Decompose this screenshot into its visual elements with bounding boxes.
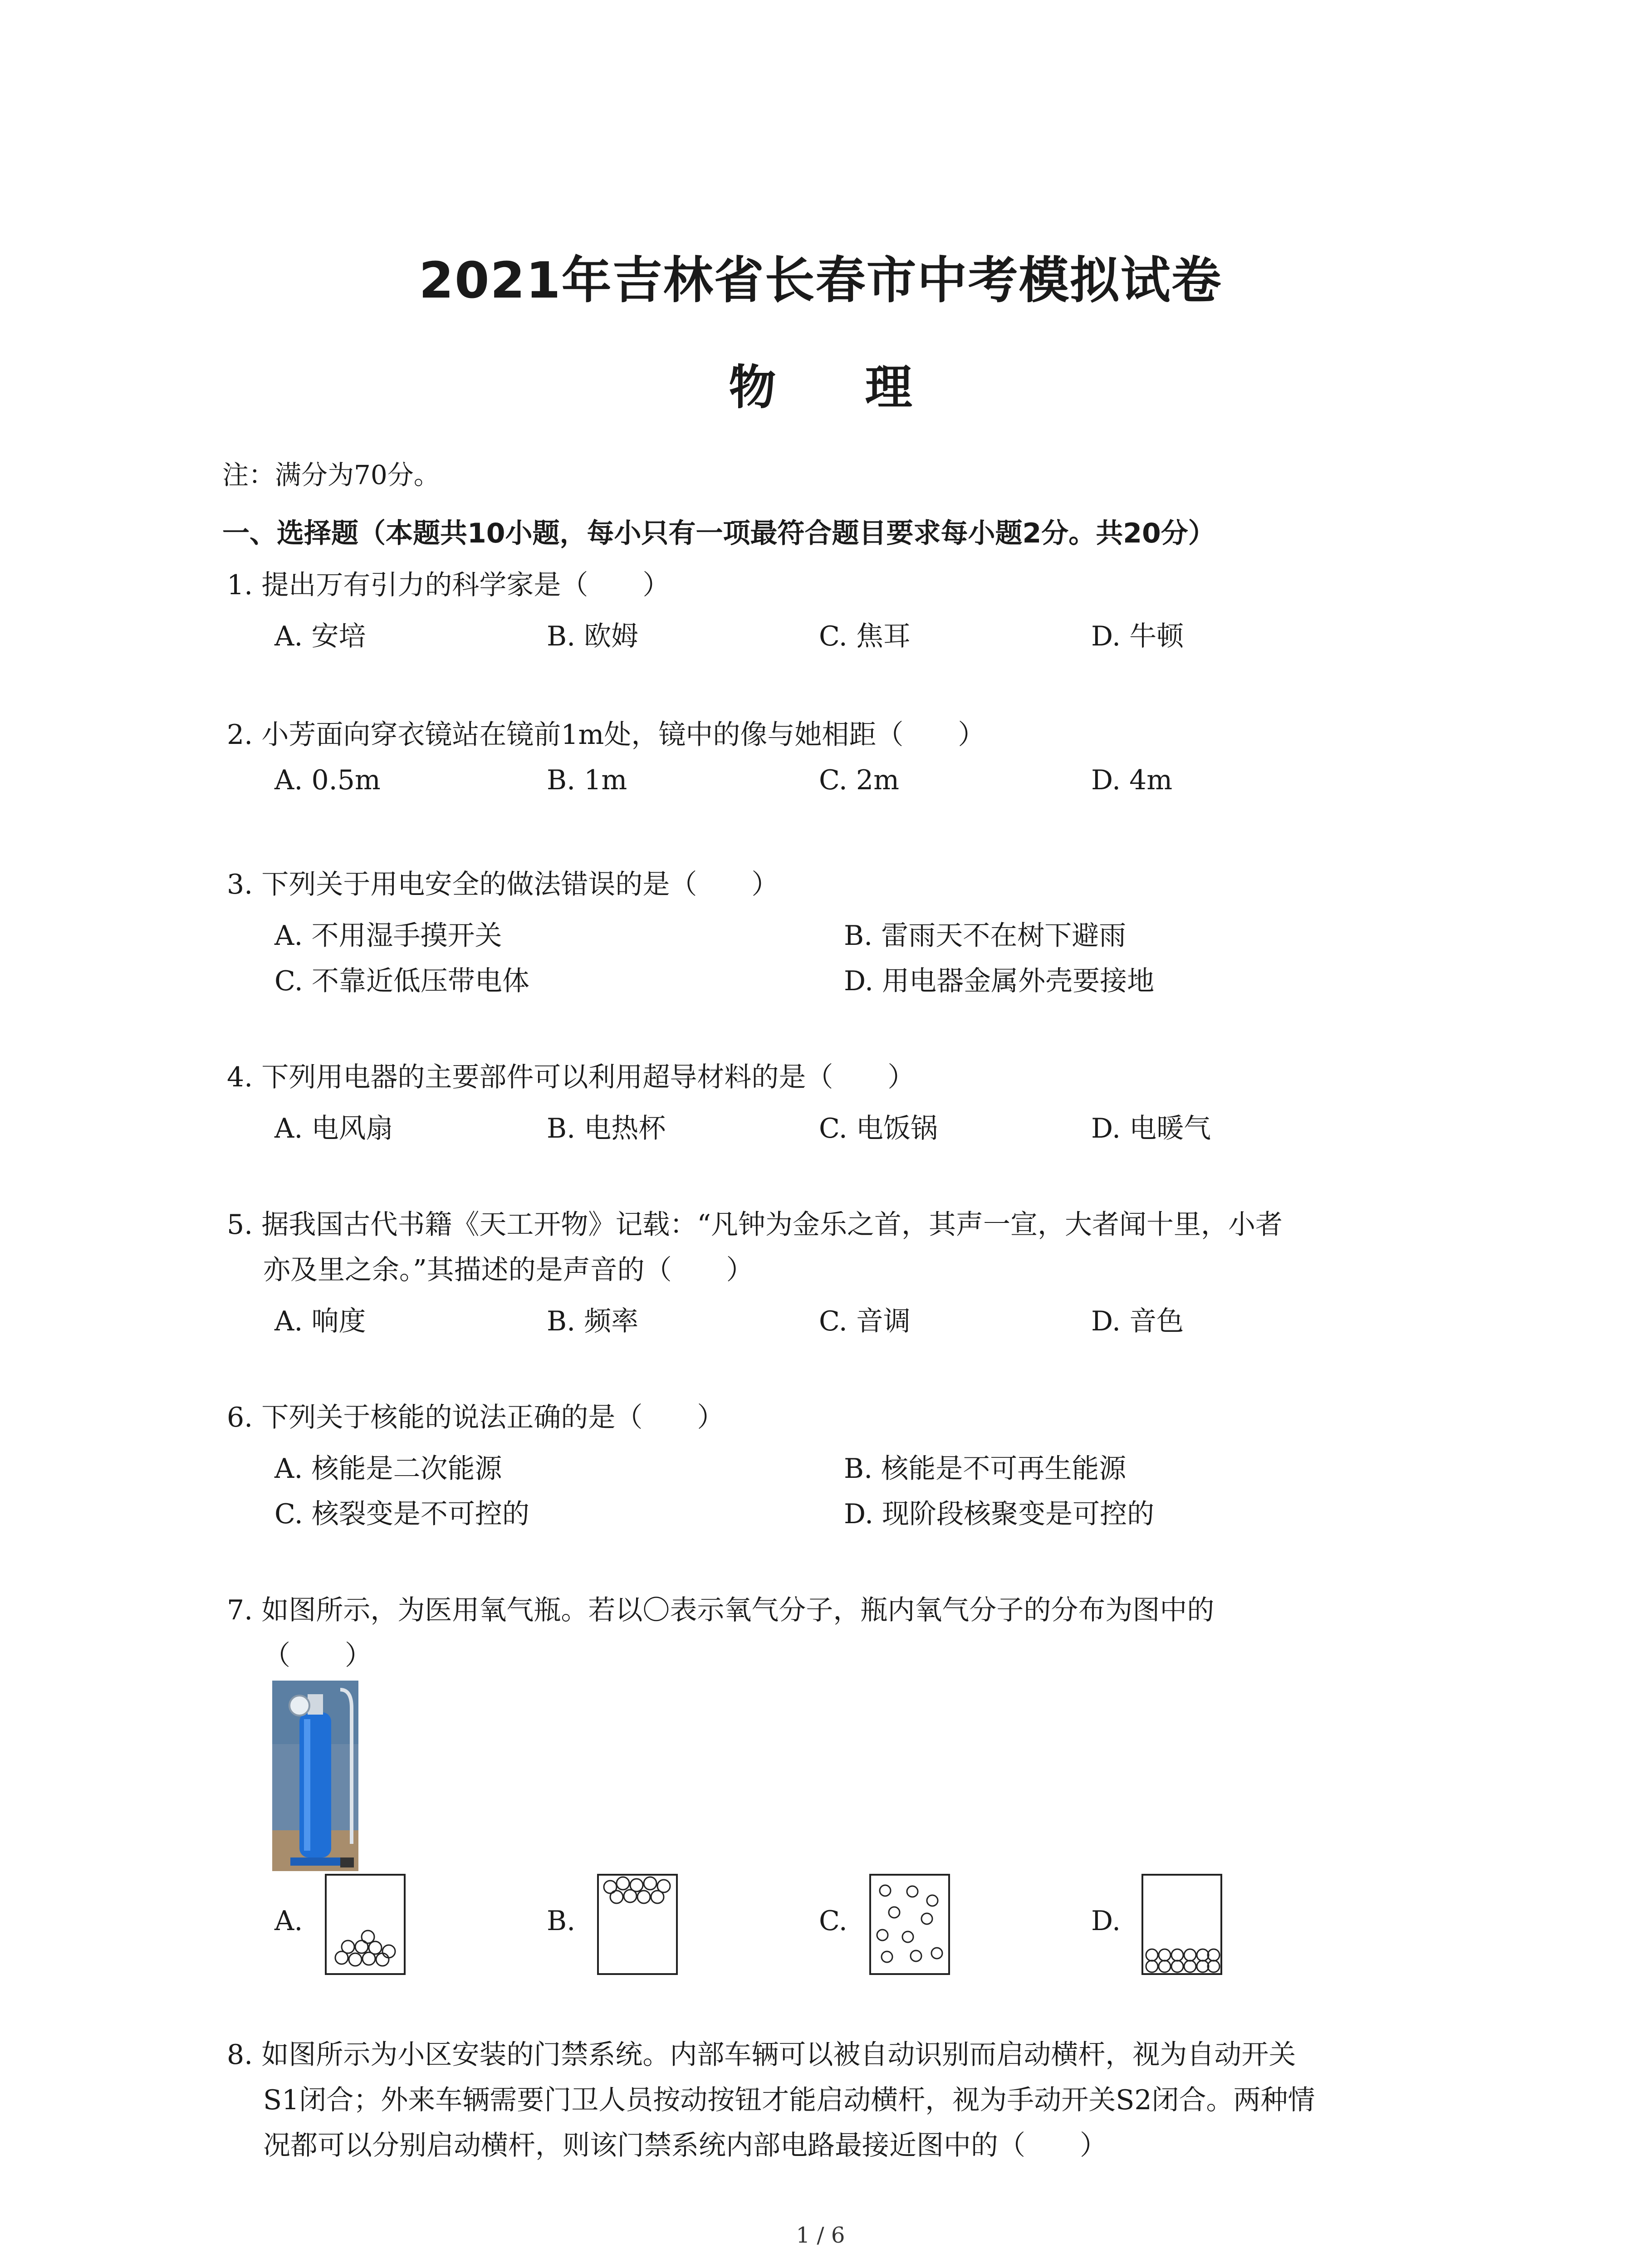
option-d: D. 现阶段核聚变是可控的 [844, 1498, 1155, 1530]
question-stem: 1. 提出万有引力的科学家是（ ） [227, 569, 670, 601]
option-d: D. 用电器金属外壳要接地 [844, 965, 1155, 997]
question-stem-line2: 亦及里之余。”其描述的是声音的（ ） [263, 1254, 754, 1286]
subject-title: 物 理 [729, 360, 949, 415]
option-b: B. 电热杯 [547, 1113, 666, 1144]
option-c: C. 不靠近低压带电体 [274, 965, 529, 997]
option-a: A. 响度 [274, 1305, 366, 1337]
question-stem-line2: S1闭合；外来车辆需要门卫人员按动按钮才能启动横杆，视为手动开关S2闭合。两种情 [263, 2084, 1315, 2116]
option-a: A. 电风扇 [274, 1113, 393, 1144]
option-c: C. 焦耳 [819, 621, 911, 652]
question-stem: 7. 如图所示，为医用氧气瓶。若以〇表示氧气分子，瓶内氧气分子的分布为图中的 [227, 1594, 1215, 1626]
option-a: A. 0.5m [274, 764, 381, 796]
option-b: B. 欧姆 [547, 621, 639, 652]
question-stem: 8. 如图所示为小区安装的门禁系统。内部车辆可以被自动识别而启动横杆，视为自动开关 [227, 2039, 1296, 2071]
question-stem-line2: （ ） [263, 1640, 372, 1672]
question-stem: 6. 下列关于核能的说法正确的是（ ） [227, 1402, 725, 1433]
page-number: 1 / 6 [796, 2223, 845, 2248]
option-b-diagram [597, 1873, 678, 1975]
option-a: A. 不用湿手摸开关 [274, 920, 502, 952]
option-c: C. 2m [819, 764, 899, 796]
question-stem: 3. 下列关于用电安全的做法错误的是（ ） [227, 869, 779, 900]
option-d: D. 音色 [1091, 1305, 1184, 1337]
option-d: D. 电暖气 [1091, 1113, 1211, 1144]
question-stem-line3: 况都可以分别启动横杆，则该门禁系统内部电路最接近图中的（ ） [263, 2130, 1107, 2161]
option-d-diagram [1141, 1873, 1223, 1975]
option-b: B. 频率 [547, 1305, 639, 1337]
option-c: C. 核裂变是不可控的 [274, 1498, 529, 1530]
option-c: C. 电饭锅 [819, 1113, 938, 1144]
option-b: B. [547, 1905, 576, 1937]
option-d: D. 牛顿 [1091, 621, 1184, 652]
option-a: A. [274, 1905, 303, 1937]
question-stem: 4. 下列用电器的主要部件可以利用超导材料的是（ ） [227, 1061, 915, 1093]
option-b: B. 雷雨天不在树下避雨 [844, 920, 1127, 952]
option-a-diagram [324, 1873, 406, 1975]
option-c-diagram [869, 1873, 950, 1975]
option-b: B. 核能是不可再生能源 [844, 1453, 1127, 1485]
section-heading: 一、选择题（本题共10小题，每小只有一项最符合题目要求每小题2分。共20分） [222, 518, 1215, 549]
score-note: 注：满分为70分。 [222, 459, 440, 490]
question-stem: 5. 据我国古代书籍《天工开物》记载：“凡钟为金乐之首，其声一宣，大者闻十里，小者 [227, 1209, 1283, 1241]
option-c: C. 音调 [819, 1305, 911, 1337]
option-d: D. 4m [1091, 764, 1173, 796]
option-d: D. [1091, 1905, 1121, 1937]
question-stem: 2. 小芳面向穿衣镜站在镜前1m处，镜中的像与她相距（ ） [227, 719, 985, 751]
oxygen-cylinder-photo [272, 1681, 358, 1871]
option-c: C. [819, 1905, 847, 1937]
option-a: A. 安培 [274, 621, 366, 652]
option-b: B. 1m [547, 764, 627, 796]
page-title: 2021年吉林省长春市中考模拟试卷 [419, 251, 1222, 309]
option-a: A. 核能是二次能源 [274, 1453, 502, 1485]
